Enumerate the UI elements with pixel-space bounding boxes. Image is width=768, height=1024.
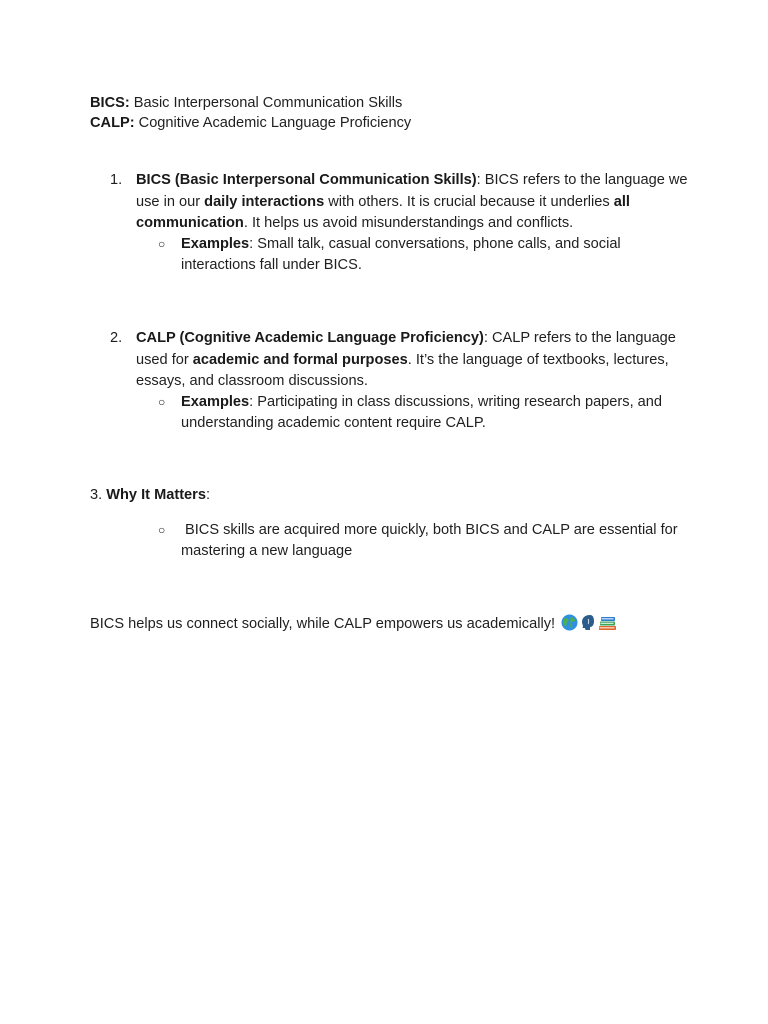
item-text: . It’s the language of textbooks, lectures, essays, and classroom discussions. [136,351,669,389]
examples-text: : Small talk, casual conversations, phone calls, and social interactions fall under BICS. [181,236,621,273]
examples-text: : Participating in class discussions, writing research papers, and understanding academic content require CALP. [181,394,663,431]
item-emphasis: all communication [136,193,630,231]
hollow-bullet-icon: ○ [158,237,166,251]
item-text: : [205,487,211,503]
list-number: 2. [110,330,123,346]
list-item-why-it-matters [90,485,210,505]
item-text: : BICS refers to the language we use in our [136,172,688,210]
hollow-bullet-icon: ○ [158,395,166,409]
item-text: . It helps us avoid misunderstandings and conflicts. [243,215,574,231]
sub-bullet-why-it-matters [158,520,691,562]
closing-line [90,614,617,637]
item-title: Why It Matters [106,487,206,503]
examples-label: Examples [181,236,250,252]
item-emphasis: academic and formal purposes [192,351,408,368]
globe-icon [561,614,578,637]
calp-expansion: Cognitive Academic Language Proficiency [138,115,412,131]
sub-bullet-calp-examples [158,392,691,434]
calp-definition [90,113,411,133]
item-text: with others. It is crucial because it underlies [324,193,614,210]
hollow-bullet-icon: ○ [158,523,166,537]
list-item-bics [110,170,696,235]
item-emphasis: daily interactions [204,193,325,210]
bics-definition [90,93,411,113]
item-text: : CALP refers to the language used for [136,330,676,368]
item-title: BICS (Basic Interpersonal Communication Skills) [136,172,477,188]
list-number: 1. [110,172,123,188]
list-number: 3. [90,487,103,503]
bics-expansion: Basic Interpersonal Communication Skills [133,95,403,111]
list-item-calp [110,328,696,393]
speaking-head-icon [580,614,596,637]
examples-label: Examples [181,394,250,410]
books-icon [598,614,617,637]
item-title: CALP (Cognitive Academic Language Proficiency) [136,330,484,346]
sub-bullet-bics-examples [158,234,691,276]
bics-term: BICS: [90,95,130,111]
calp-term: CALP: [90,115,135,131]
definitions-block [90,93,411,133]
closing-text: BICS helps us connect socially, while CALP empowers us academically! [90,616,556,632]
bullet-text: BICS skills are acquired more quickly, both BICS and CALP are essential for mastering a new language [181,522,678,559]
